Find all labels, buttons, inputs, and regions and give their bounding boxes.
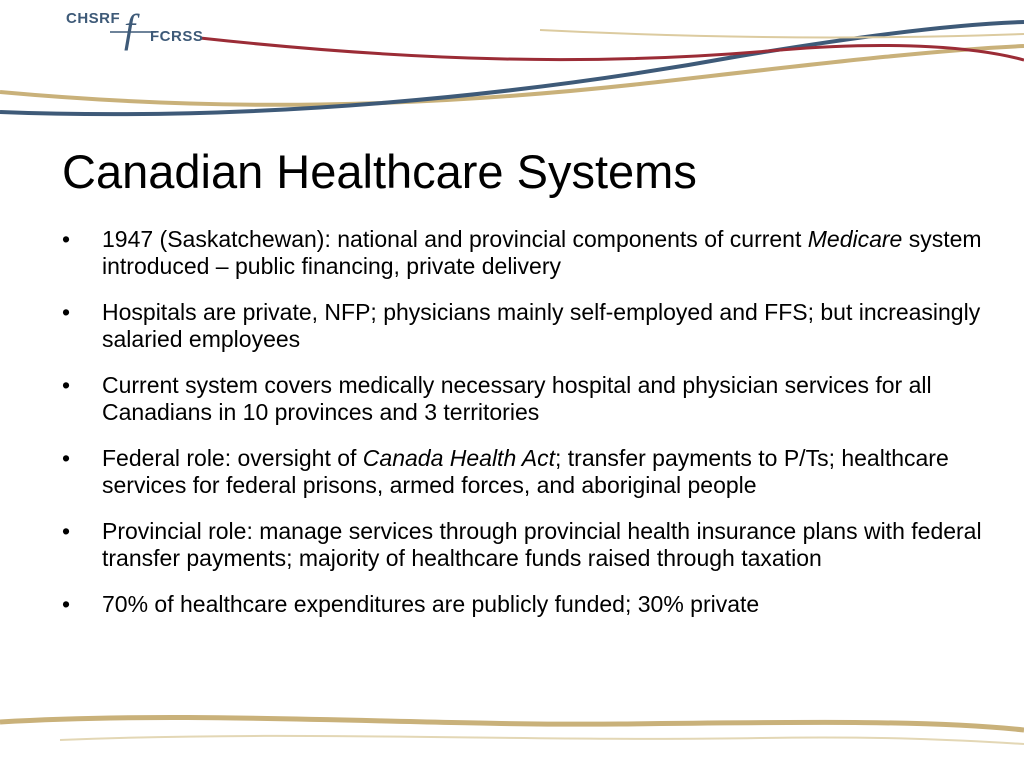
bullet-text-italic: Medicare bbox=[807, 226, 903, 252]
slide-title: Canadian Healthcare Systems bbox=[62, 145, 697, 198]
bullet-item bbox=[62, 445, 982, 499]
bullet-text: Current system covers medically necessary hospital and physician services for all Canadians in 10 provinces and 3 territories bbox=[102, 372, 932, 425]
bullet-text: 70% of healthcare expenditures are publicly funded; 30% private bbox=[102, 591, 760, 617]
bullet-item bbox=[62, 226, 982, 280]
bullet-item bbox=[62, 591, 982, 618]
bullet-marker: • bbox=[62, 299, 71, 325]
bullet-text-italic: Canada Health Act bbox=[362, 445, 556, 471]
bullet-marker: • bbox=[62, 372, 71, 398]
chsrf-fcrss-logo bbox=[62, 6, 207, 56]
bullet-text: system introduced – public financing, private delivery bbox=[102, 226, 982, 279]
footer-swoosh-decoration bbox=[0, 700, 1024, 768]
bullet-text: Hospitals are private, NFP; physicians mainly self-employed and FFS; but increasingly salaried employees bbox=[102, 299, 981, 352]
bullet-marker: • bbox=[62, 226, 71, 252]
bullet-text: ; transfer payments to P/Ts; healthcare services for federal prisons, armed forces, and aboriginal people bbox=[102, 445, 949, 498]
bullet-text: Provincial role: manage services through provincial health insurance plans with federal transfer payments; majority of healthcare funds raised through taxation bbox=[102, 518, 982, 571]
bullet-marker: • bbox=[62, 518, 71, 544]
bullet-list bbox=[62, 226, 982, 637]
gold-swoosh-thin bbox=[540, 30, 1024, 37]
gold-footer-line bbox=[0, 717, 1024, 730]
bullet-item bbox=[62, 518, 982, 572]
bullet-text: 1947 (Saskatchewan): national and provincial components of current bbox=[102, 226, 808, 252]
logo-text-chsrf: CHSRF bbox=[66, 10, 121, 27]
logo-text-fcrss: FCRSS bbox=[150, 28, 204, 45]
bullet-item bbox=[62, 299, 982, 353]
bullet-text: Federal role: oversight of bbox=[102, 445, 363, 471]
bullet-marker: • bbox=[62, 591, 71, 617]
gold-footer-thin bbox=[60, 736, 1024, 744]
logo-script-f-letter: f bbox=[124, 6, 136, 51]
bullet-item bbox=[62, 372, 982, 426]
bullet-marker: • bbox=[62, 445, 71, 471]
